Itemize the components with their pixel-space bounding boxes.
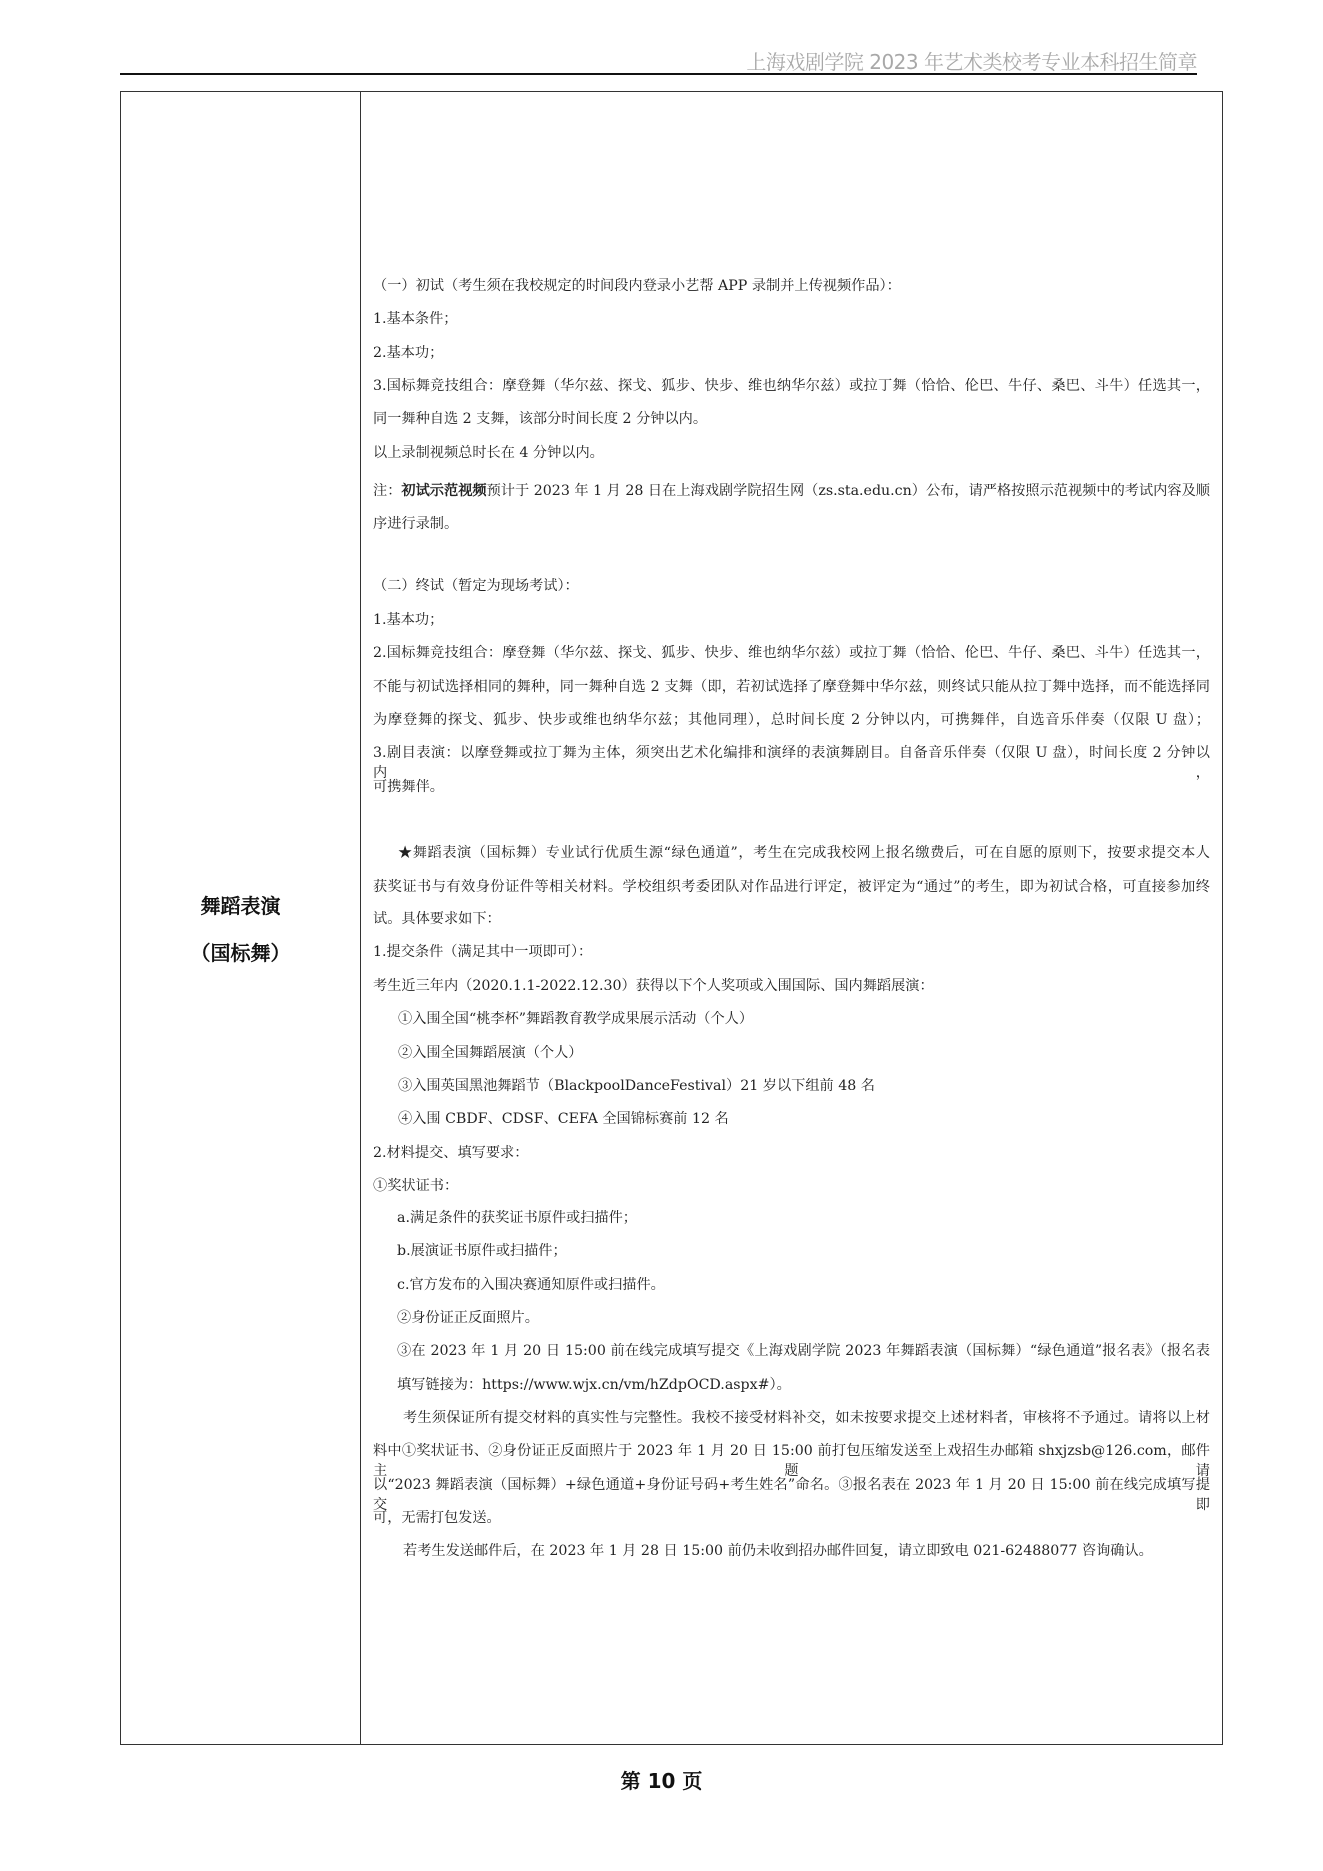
prelim-item: 以上录制视频总时长在 4 分钟以内。	[373, 445, 604, 461]
note-prefix: 注：	[373, 483, 402, 499]
row-label-major: 舞蹈表演	[200, 894, 281, 918]
final-item: 2.国标舞竞技组合：摩登舞（华尔兹、探戈、狐步、快步、维也纳华尔兹）或拉丁舞（恰恰、伦巴、牛仔、桑巴、斗牛）任选其一，	[373, 645, 1210, 661]
green-intro: 试。具体要求如下：	[373, 911, 501, 927]
green-intro: ★舞蹈表演（国标舞）专业试行优质生源“绿色通道”，考生在完成我校网上报名缴费后，可在自愿的原则下，按要求提交本人	[398, 845, 1210, 861]
green-item: 若考生发送邮件后，在 2023 年 1 月 28 日 15:00 前仍未收到招办邮件回复，请立即致电 021-62488077 咨询确认。	[403, 1543, 1153, 1559]
green-item: 料中①奖状证书、②身份证正反面照片于 2023 年 1 月 20 日 15:00 前打包压缩发送至上戏招生办邮箱 shxjzsb@126.com，邮件主题请	[373, 1443, 1210, 1479]
green-item: 可，无需打包发送。	[373, 1510, 501, 1526]
running-header: 上海戏剧学院 2023 年艺术类校考专业本科招生简章	[746, 50, 1197, 74]
green-item: 以“2023 舞蹈表演（国标舞）+绿色通道+身份证号码+考生姓名”命名。③报名表在 2023 年 1 月 20 日 15:00 前在线完成填写提交即	[373, 1477, 1210, 1513]
final-item: 为摩登舞的探戈、狐步、快步或维也纳华尔兹；其他同理），总时间长度 2 分钟以内，可携舞伴，自选音乐伴奏（仅限 U 盘）；	[373, 712, 1210, 728]
green-item: ④入围 CBDF、CDSF、CEFA 全国锦标赛前 12 名	[398, 1111, 729, 1127]
row-label-subtype: （国标舞）	[190, 941, 291, 965]
final-item: 1.基本功；	[373, 612, 444, 628]
prelim-note-cont: 序进行录制。	[373, 516, 459, 532]
prelim-item: 2.基本功；	[373, 345, 444, 361]
green-item: ②身份证正反面照片。	[397, 1310, 539, 1326]
final-item: 可携舞伴。	[373, 779, 444, 795]
green-item: ③在 2023 年 1 月 20 日 15:00 前在线完成填写提交《上海戏剧学院 2023 年舞蹈表演（国标舞）“绿色通道”报名表》（报名表	[397, 1343, 1210, 1359]
green-item: ③入围英国黑池舞蹈节（BlackpoolDanceFestival）21 岁以下组前 48 名	[398, 1078, 875, 1094]
green-item: c.官方发布的入围决赛通知原件或扫描件。	[397, 1277, 665, 1293]
green-item: 2.材料提交、填写要求：	[373, 1145, 529, 1161]
note-text: 预计于 2023 年 1 月 28 日在上海戏剧学院招生网（zs.sta.edu.cn）公布，请严格按照示范视频中的考试内容及顺	[486, 483, 1210, 499]
note-bold: 初试示范视频	[401, 483, 487, 499]
final-heading: （二）终试（暂定为现场考试）：	[373, 578, 579, 594]
final-item: 不能与初试选择相同的舞种，同一舞种自选 2 支舞（即，若初试选择了摩登舞中华尔兹，则终试只能从拉丁舞中选择，而不能选择同	[373, 679, 1210, 695]
green-item: ②入围全国舞蹈展演（个人）	[398, 1045, 583, 1061]
green-item: ①入围全国“桃李杯”舞蹈教育教学成果展示活动（个人）	[398, 1011, 754, 1027]
header-rule	[120, 73, 1197, 75]
green-item: ①奖状证书：	[373, 1178, 459, 1194]
prelim-note	[373, 481, 1210, 501]
page-number: 第 10 页	[620, 1769, 703, 1793]
prelim-heading: （一）初试（考生须在我校规定的时间段内登录小艺帮 APP 录制并上传视频作品）：	[373, 278, 901, 294]
prelim-item: 1.基本条件；	[373, 311, 458, 327]
green-item: 1.提交条件（满足其中一项即可）：	[373, 944, 593, 960]
green-item: 考生近三年内（2020.1.1-2022.12.30）获得以下个人奖项或入围国际、国内舞蹈展演：	[373, 978, 934, 994]
green-item: a.满足条件的获奖证书原件或扫描件；	[397, 1210, 637, 1226]
green-item: b.展演证书原件或扫描件；	[397, 1243, 567, 1259]
prelim-item: 同一舞种自选 2 支舞，该部分时间长度 2 分钟以内。	[373, 411, 708, 427]
green-item: 填写链接为：https://www.wjx.cn/vm/hZdpOCD.aspx#）。	[397, 1377, 791, 1393]
green-intro: 获奖证书与有效身份证件等相关材料。学校组织考委团队对作品进行评定，被评定为“通过”的考生，即为初试合格，可直接参加终	[373, 879, 1210, 895]
final-item: 3.剧目表演：以摩登舞或拉丁舞为主体，须突出艺术化编排和演绎的表演舞剧目。自备音乐伴奏（仅限 U 盘），时间长度 2 分钟以内，	[373, 745, 1210, 781]
green-item: 考生须保证所有提交材料的真实性与完整性。我校不接受材料补交，如未按要求提交上述材料者，审核将不予通过。请将以上材	[403, 1410, 1210, 1426]
prelim-item: 3.国标舞竞技组合：摩登舞（华尔兹、探戈、狐步、快步、维也纳华尔兹）或拉丁舞（恰恰、伦巴、牛仔、桑巴、斗牛）任选其一，	[373, 378, 1210, 394]
